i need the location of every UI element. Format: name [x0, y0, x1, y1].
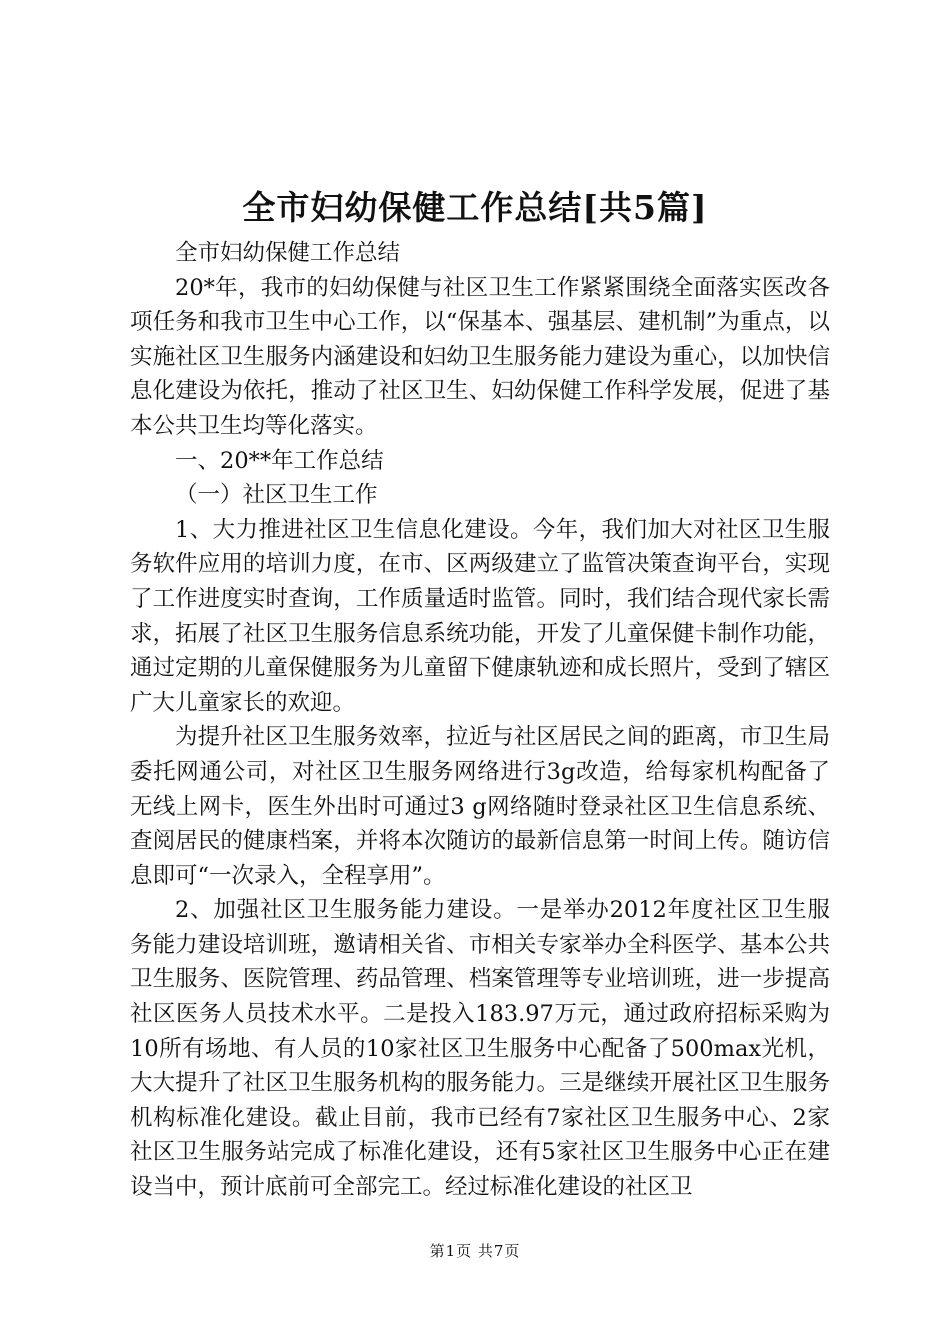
document-body: [130, 236, 830, 1205]
paragraph-3g-network: 为提升社区卫生服务效率，拉近与社区居民之间的距离，市卫生局委托网通公司，对社区卫生服务网络进行3g改造，给每家机构配备了无线上网卡，医生外出时可通过3 g网络随时登录社区卫生信息系统、查阅居民的健康档案，并将本次随访的最新信息第一时间上传。随访信息即可“一次录入，全程享用”。: [130, 724, 830, 889]
section-heading: 一、20**年工作总结: [175, 447, 384, 474]
paragraph-subtitle: 全市妇幼保健工作总结: [175, 240, 401, 266]
paragraph-capacity-building: 2、加强社区卫生服务能力建设。一是举办2012年度社区卫生服务能力建设培训班，邀请相关省、市相关专家举办全科医学、基本公共卫生服务、医院管理、药品管理、档案管理等专业培训班，进一步提高社区医务人员技术水平。二是投入183.97万元，通过政府招标采购为10所有场地、有人员的10家社区卫生服务中心配备了500max光机，大大提升了社区卫生服务机构的服务能力。三是继续开展社区卫生服务机构标准化建设。截止目前，我市已经有7家社区卫生服务中心、2家社区卫生服务站完成了标准化建设，还有5家社区卫生服务中心正在建设当中，预计底前可全部完工。经过标准化建设的社区卫: [130, 897, 830, 1201]
paragraph-intro: 20*年，我市的妇幼保健与社区卫生工作紧紧围绕全面落实医改各项任务和我市卫生中心工作，以“保基本、强基层、建机制”为重点，以实施社区卫生服务内涵建设和妇幼卫生服务能力建设为重心，以加快信息化建设为依托，推动了社区卫生、妇幼保健工作科学发展，促进了基本公共卫生均等化落实。: [130, 274, 830, 439]
page-footer: 第1页 共7页: [429, 1242, 521, 1260]
document-title: 全市妇幼保健工作总结[共5篇]: [242, 188, 708, 227]
paragraph-informatization: 1、大力推进社区卫生信息化建设。今年，我们加大对社区卫生服务软件应用的培训力度，在市、区两级建立了监管决策查询平台，实现了工作进度实时查询，工作质量适时监管。同时，我们结合现代家长需求，拓展了社区卫生服务信息系统功能，开发了儿童保健卡制作功能，通过定期的儿童保健服务为儿童留下健康轨迹和成长照片，受到了辖区广大儿童家长的欢迎。: [130, 516, 830, 716]
subsection-heading: （一）社区卫生工作: [175, 482, 378, 509]
